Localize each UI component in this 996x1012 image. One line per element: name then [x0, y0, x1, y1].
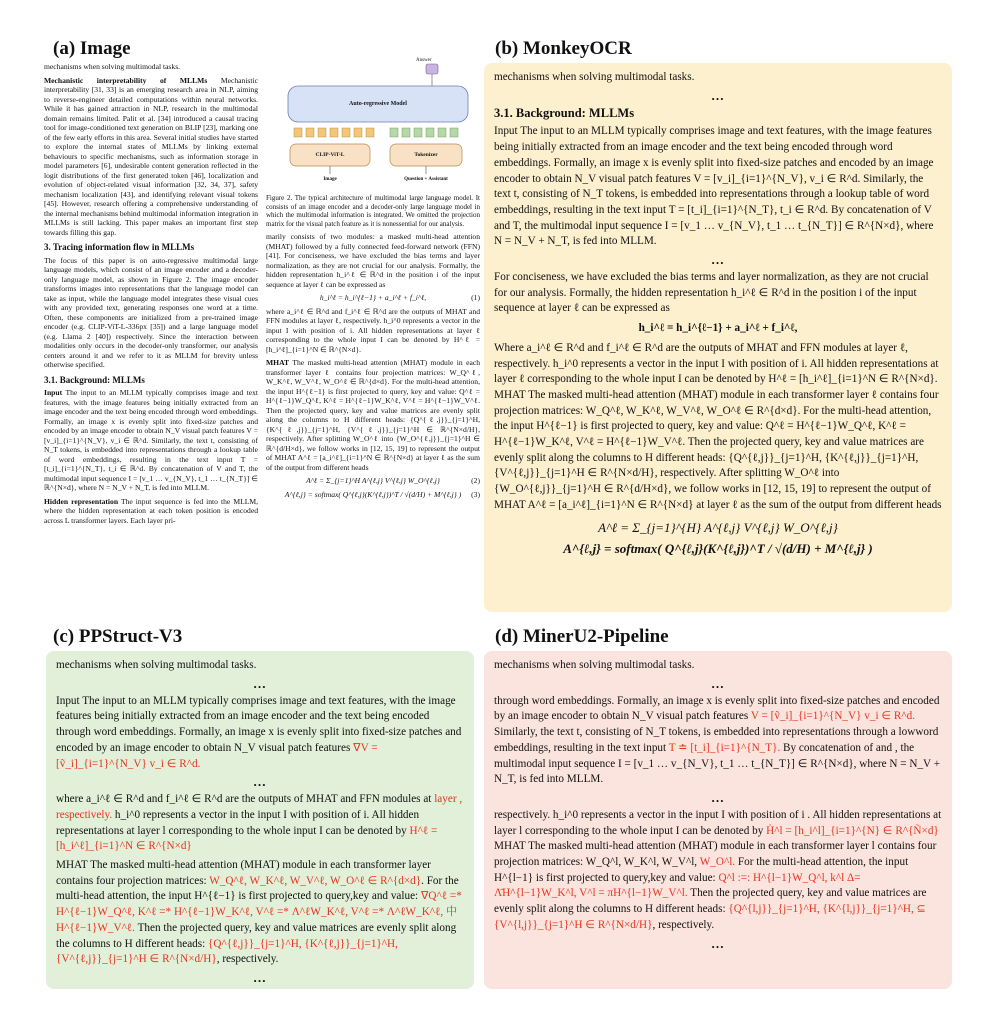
- c-mhat-d: , respectively.: [216, 953, 279, 966]
- eq3-number: (3): [471, 489, 480, 499]
- paper-section-31: 3.1. Background: MLLMs: [44, 374, 145, 385]
- paper-mhat-body: The masked multi-head attention (MHAT) module in each transformer layer ℓ contains four projection matrices: W_Q^ℓ, W_K^ℓ, W_V^ℓ, W_O^ℓ ∈ ℝ^{d×d}. For the multi-head attention, the input H^{ℓ−1} is first projected to query, key and value: Q^ℓ = H^{ℓ−1}W_Q^ℓ, K^ℓ = H^{ℓ−1}W_K^ℓ, V^ℓ = H^{ℓ−1}W_V^ℓ. Then the projected query, key and value matrices are evenly split along the columns to H different heads: {Q^{ℓ,j}}_{j=1}^H, {K^{ℓ,j}}_{j=1}^H, {V^{ℓ,j}}_{j=1}^H ∈ ℝ^{N×d/H}, respectively. After splitting W_O^ℓ into {W_O^{ℓ,j}}_{j=1}^H ∈ ℝ^{d/H×d}, we follow works in [12, 15, 19] to represent the output of MHAT A^ℓ = [a_i^ℓ]_{i=1}^N ∈ ℝ^{N×d} at layer ℓ as the sum of the output from different heads: [266, 358, 480, 472]
- mineru-output-box: [484, 651, 952, 989]
- ppstruct-output-box: [46, 651, 474, 989]
- eq1-number: (1): [471, 293, 480, 302]
- c-input-red: ∇V = [ṽ_i]_{i=1}^{N_V} v_i ∈ R^d.: [56, 741, 378, 770]
- b-para-mhat: Where a_i^ℓ ∈ R^d and f_i^ℓ ∈ R^d are the outputs of MHAT and FFN modules at layer ℓ, respectively. h_i^0 represents a vector in the input I with position of i. All hidden representations at layer ℓ corresponding to the whole input I can be denoted by H^ℓ = [h_i^ℓ]_{i=1}^N ∈ R^{N×d}. MHAT The masked multi-head attention (MHAT) module in each transformer layer ℓ contains four projection matrices: W_Q^ℓ, W_K^ℓ, W_V^ℓ, W_O^ℓ ∈ R^{d×d}. For the multi-head attention, the input H^{ℓ−1} is first projected to query, key and value: Q^ℓ = H^{ℓ−1}W_Q^ℓ, K^ℓ = H^{ℓ−1}W_K^ℓ, V^ℓ = H^{ℓ−1}W_V^ℓ. Then the projected query, key and value matrices are evenly split along the columns to H different heads: {Q^{ℓ,j}}_{j=1}^H, {K^{ℓ,j}}_{j=1}^H, {V^{ℓ,j}}_{j=1}^H ∈ R^{N×d/H}, respectively. After splitting W_O^ℓ into {W_O^{ℓ,j}}_{j=1}^H ∈ R^{d/H×d}, we follow works in [12, 15, 19] to represent the output of MHAT A^ℓ = [a_i^ℓ]_{i=1}^N ∈ R^{N×d} at layer ℓ as the sum of the output from different heads: [494, 341, 942, 511]
- paper-input-body: The input to an MLLM typically comprises image and text features, with the image features being initially extracted from an image encoder and the text being encoded through word embeddings. Formally, an image x is evenly split into fixed-size patches and encoded by an image encoder to obtain N_V visual patch features V = [v_i]_{i=1}^{N_V}, v_i ∈ ℝ^d. Similarly, the text t, consisting of N_T tokens, is embedded into representations through a lookup table of word embeddings, resulting in the text input T = [t_i]_{i=1}^{N_T}, t_i ∈ ℝ^d. By concatenation of V and T, the multimodal input sequence I = [v_1 … v_{N_V}, t_1 … t_{N_T}] ∈ ℝ^{N×d}, where N = N_V + N_T, is fed into MLLM.: [44, 388, 259, 492]
- paper-top-line: mechanisms when solving multimodal tasks.: [44, 62, 181, 71]
- b-equation-2: A^ℓ = Σ_{j=1}^{H} A^{ℓ,j} V^{ℓ,j} W_O^{ℓ,j}: [598, 519, 838, 535]
- fig-label-clip: CLIP-ViT-L: [315, 152, 345, 158]
- c-mhat-red-2: ∇Q^ℓ =* H^{ℓ−1}W_Q^ℓ, K^ℓ =* H^{ℓ−1}W_K^ℓ, V^ℓ =* Λ^ℓW_K^ℓ, V^ℓ =* Λ^ℓW_K^ℓ, 中 H^{ℓ−1}W_V^ℓ.: [56, 890, 462, 934]
- d-p1-a: through word embeddings. Formally, an image x is evenly split into fixed-size patches and encoded by an image encoder to obtain N_V visual patch features: [494, 694, 940, 723]
- eq3-text: A^{ℓ,j} = softmax( Q^{ℓ,j}(K^{ℓ,j})^T / √(d/H) + M^{ℓ,j} ): [284, 489, 462, 499]
- paper-right-para-1: marily consists of two modules: a masked multi-head attention (MHAT) followed by a fully connected feed-forward network (FFN) [41]. For conciseness, we have excluded the bias terms and layer normalization, as they are not crucial for our analysis. Formally, the hidden representation h_i^ℓ ∈ ℝ^d in the position i of the input sequence at layer ℓ can be expressed as: [266, 232, 480, 289]
- d-ellipsis-2: …: [711, 789, 725, 805]
- c-ellipsis-3: …: [253, 969, 267, 985]
- c-where-red-2: H^ℓ = [h_i^ℓ]_{i=1}^N ∈ R^{N×d}: [56, 824, 438, 853]
- b-para-conciseness: For conciseness, we have excluded the bias terms and layer normalization, as they are not crucial for our analysis. Formally, the hidden representation h_i^ℓ ∈ R^d in the position i of the input sequence at layer ℓ can be expressed as: [494, 271, 929, 315]
- c-line-1: mechanisms when solving multimodal tasks.: [56, 659, 257, 671]
- c-para-input: [56, 694, 464, 773]
- fig-label-answer: Answer: [416, 58, 432, 63]
- c-para-mhat: [56, 858, 464, 968]
- paper-mech-para: [44, 76, 258, 238]
- c-mhat-b: . For the multi-head attention, the input H^{ℓ−1} is first projected to query,key and value:: [56, 874, 459, 903]
- b-section-heading: 3.1. Background: MLLMs: [494, 105, 635, 120]
- d-p2-d: Then the projected query, key and value matrices are evenly split along the columns to H different heads:: [494, 887, 927, 916]
- fig-label-tokenizer: Tokenizer: [414, 152, 438, 158]
- fig-label-arm: Auto-regressive Model: [349, 101, 407, 107]
- c-input-text: Input The input to an MLLM typically comprises image and text features, with the image features being initially extracted from an image encoder and the text being encoded through word embeddings. Formally, an image x is evenly split into fixed-size patches and encoded by an image encoder to obtain N_V visual patch features: [56, 694, 462, 754]
- b-ellipsis-2: …: [711, 252, 725, 268]
- paper-right-para-2: where a_i^ℓ ∈ ℝ^d and f_i^ℓ ∈ ℝ^d are the outputs of MHAT and FFN modules at layer ℓ, respectively. h_i^0 represents a vector in the input I with position of i. All hidden representations at layer ℓ corresponding to the whole input I can be denoted by H^ℓ = [h_i^ℓ]_{i=1}^N ∈ ℝ^{N×d}.: [266, 306, 480, 354]
- c-mhat-red-1: W_Q^ℓ, W_K^ℓ, W_V^ℓ, W_O^ℓ ∈ R^{d×d}: [209, 874, 422, 887]
- paper-mech-body: Mechanistic interpretability [31, 33] is an emerging research area in NLP, aiming to reverse-engineer detailed computations within neural networks. While it has gained attraction in NLP, research in the multimodal domain remains limited. Palit et al. [34] introduced a causal tracing tool for image-conditioned text generation on BLIP [23], marking one of the few early efforts in this area. Several initial studies have started to explore the internal states of MLLMs by linking external behaviours to specific mechanisms, such as information storage in model parameters [6], undesirable content generation reflected in the logit distributions of the first generated token [46], localization and evolution of object-related visual information [32, 34, 37], safety mechanism localization [43], and identifying relevant visual tokens [45]. However, research offering a comprehensive understanding of the internal mechanisms behind multimodal information integration in MLLMs is still lacking. This paper makes an important first step towards filling this gap.: [44, 75, 258, 237]
- paper-input-head: Input: [44, 388, 63, 397]
- b-line-1: mechanisms when solving multimodal tasks.: [494, 71, 695, 83]
- d-p1-b: Similarly, the text t, consisting of N_T tokens, is embedded into representations through a lowword embeddings, resulting in the text input: [494, 726, 939, 754]
- b-ellipsis-1: …: [711, 87, 725, 103]
- equation-3: [266, 490, 480, 500]
- paper-hidden-body: The input sequence is fed into the MLLM, where the hidden representation at each token position is encoded across L transformer layers. Each layer pri-: [44, 496, 258, 525]
- c-mhat-red-3: {Q^{ℓ,j}}_{j=1}^H, {K^{ℓ,j}}_{j=1}^H, {V^{ℓ,j}}_{j=1}^H ∈ R^{N×d/H}: [56, 937, 398, 966]
- fig-label-qa: Question + Assistant: [404, 177, 448, 182]
- c-ellipsis-1: …: [253, 675, 267, 691]
- equation-1: [266, 293, 480, 303]
- answer-box: [426, 64, 438, 74]
- d-p1-red-2: T ≐ [t_i]_{i=1}^{N_T}.: [668, 741, 781, 754]
- figure-caption: Figure 2. The typical architecture of multimodal large language model. It consists of an image encoder and a decoder-only large language model in which the multimodal information is integrated. We omitted the projection matrix for the visual patch feature as it is nonessential for our analysis.: [266, 194, 480, 228]
- c-where-red-1: layer , respectively.: [56, 793, 463, 821]
- d-p1-red-1: V = [ṽ_i]_{i=1}^{N_V} v_i ∈ R^d.: [750, 710, 915, 723]
- paper-section-3: 3. Tracing information flow in MLLMs: [44, 242, 195, 252]
- d-p2-a: respectively. h_i^0 represents a vector in the input I with position of i . All hidden representations at layer l corresponding to the whole input I can be denoted by: [494, 808, 942, 837]
- panel-title-b: (b) MonkeyOCR: [495, 38, 632, 59]
- b-equation-1: h_i^ℓ = h_i^{ℓ−1} + a_i^ℓ + f_i^ℓ,: [638, 322, 798, 335]
- c-mhat-c: Then the projected query, key and value matrices are evenly split along the columns to H different heads:: [56, 921, 457, 950]
- d-para-2: [494, 808, 942, 934]
- eq1-text: h_i^ℓ = h_i^{ℓ−1} + a_i^ℓ + f_i^ℓ,: [319, 293, 427, 302]
- panel-title-a: (a) Image: [53, 38, 131, 59]
- monkeyocr-output-box: [484, 63, 952, 612]
- paper-image: [44, 58, 480, 622]
- d-p2-red-1: Ḣ^l = [h_i^l]_{i=1}^{N} ∈ R^{Ñ×d}: [766, 824, 939, 837]
- b-para-input: Input The input to an MLLM typically comprises image and text features, with the image features being initially extracted from an image encoder and the text being encoded through word embeddings. Formally, an image x is evenly split into fixed-size patches and encoded by an image encoder to obtain N_V visual patch features V = [v_i]_{i=1}^{N_V}, v_i ∈ R^d. Similarly, the text t, consisting of N_T tokens, is embedded into representations through a lookup table of word embeddings, resulting in the text input T = [t_i]_{i=1}^{N_T}, t_i ∈ R^d. By concatenation of V and T, the multimodal input sequence I = [v_1 … v_{N_V}, t_1 … t_{N_T}] ∈ R^{N×d}, where N = N_V + N_T, is fed into MLLM.: [494, 125, 934, 248]
- paper-hidden-para: [44, 497, 258, 526]
- b-equation-3: A^{ℓ,j} = softmax( Q^{ℓ,j}(K^{ℓ,j})^T / √(d/H) + M^{ℓ,j} ): [563, 541, 873, 557]
- d-p2-red-3: Q^l :=: H^{l−1}W_Q^l, k^l Δ= Λ̄H^{l−1}W_K^l, V^l = πH^{l−1}W_V^l.: [494, 871, 861, 900]
- c-mhat-a: MHAT The masked multi-head attention (MHAT) module in each transformer layer contains four projection matrices:: [56, 859, 431, 887]
- d-p1-c: By concatenation of and , the multimodal input sequence I = [v_1 … v_{N_V}, t_1 … t_{N_T}] ∈ R^{N×d}, where N = N_V + N_T, is fed into MLLM.: [494, 741, 941, 786]
- d-p2-c: For the multi-head attention, the input H^{l−1} is first projected to query,key and value:: [494, 856, 909, 884]
- paper-sec3-body: The focus of this paper is on auto-regressive multimodal large language models, which consist of an image encoder and a decoder-only language model, as shown in Figure 2. The image encoder transforms images into representations that the language model can take as input, while the language model integrates these visual cues with any provided text, generating responses one word at a time. Often, these components are initialized from a pre-trained image encoder (e.g. CLIP-ViT-L-336px [35]) and a large language model (e.g. Llama 2 [40]) respectively. Since the interaction between modalities only occurs in the decoder-only transformer, our analysis centers around it and we refer to it as MLLM for brevity unless otherwise specified.: [44, 255, 258, 369]
- d-ellipsis-1: …: [711, 675, 725, 691]
- paper-input-para: [44, 388, 258, 493]
- panel-title-c: (c) PPStruct-V3: [53, 626, 183, 647]
- architecture-figure: [266, 58, 480, 190]
- equation-2: [266, 476, 480, 486]
- c-where-b: h_i^0 represents a vector in the input I with position of i. All hidden representations at layer l corresponding to the whole input I can be denoted by: [56, 808, 420, 837]
- c-ellipsis-2: …: [253, 774, 267, 790]
- d-p2-red-2: W_O^l.: [699, 856, 736, 869]
- paper-mhat-para: [266, 358, 480, 472]
- panel-title-d: (d) MinerU2-Pipeline: [495, 626, 669, 647]
- c-para-where: [56, 792, 464, 855]
- paper-hidden-head: Hidden representation: [44, 496, 119, 506]
- fig-label-image: Image: [323, 177, 337, 182]
- eq2-text: A^ℓ = Σ_{j=1}^H A^{ℓ,j} V^{ℓ,j} W_O^{ℓ,j}: [306, 476, 440, 485]
- d-para-1: [494, 694, 942, 788]
- d-p2-b: MHAT The masked multi-head attention (MHAT) module in each transformer layer l contains four projection matrices: W_Q^l, W_K^l, W_V^l,: [494, 840, 937, 869]
- token-row: [294, 128, 458, 137]
- d-line-1: mechanisms when solving multimodal tasks.: [494, 659, 695, 671]
- architecture-diagram: [266, 62, 480, 190]
- d-p2-red-4: {Q^{l,j}}_{j=1}^H, {K^{l,j}}_{j=1}^H, ⊆ {V^{l,j}}_{j=1}^H ∈ R^{N×d/H}: [494, 903, 926, 931]
- paper-mech-head: Mechanistic interpretability of MLLMs: [44, 75, 208, 85]
- d-ellipsis-3: …: [711, 935, 725, 951]
- eq2-number: (2): [471, 476, 480, 485]
- c-where-a: where a_i^ℓ ∈ R^d and f_i^ℓ ∈ R^d are the outputs of MHAT and FFN modules at: [56, 793, 432, 806]
- paper-mhat-head: MHAT: [266, 358, 290, 367]
- d-p2-e: , respectively.: [652, 918, 715, 931]
